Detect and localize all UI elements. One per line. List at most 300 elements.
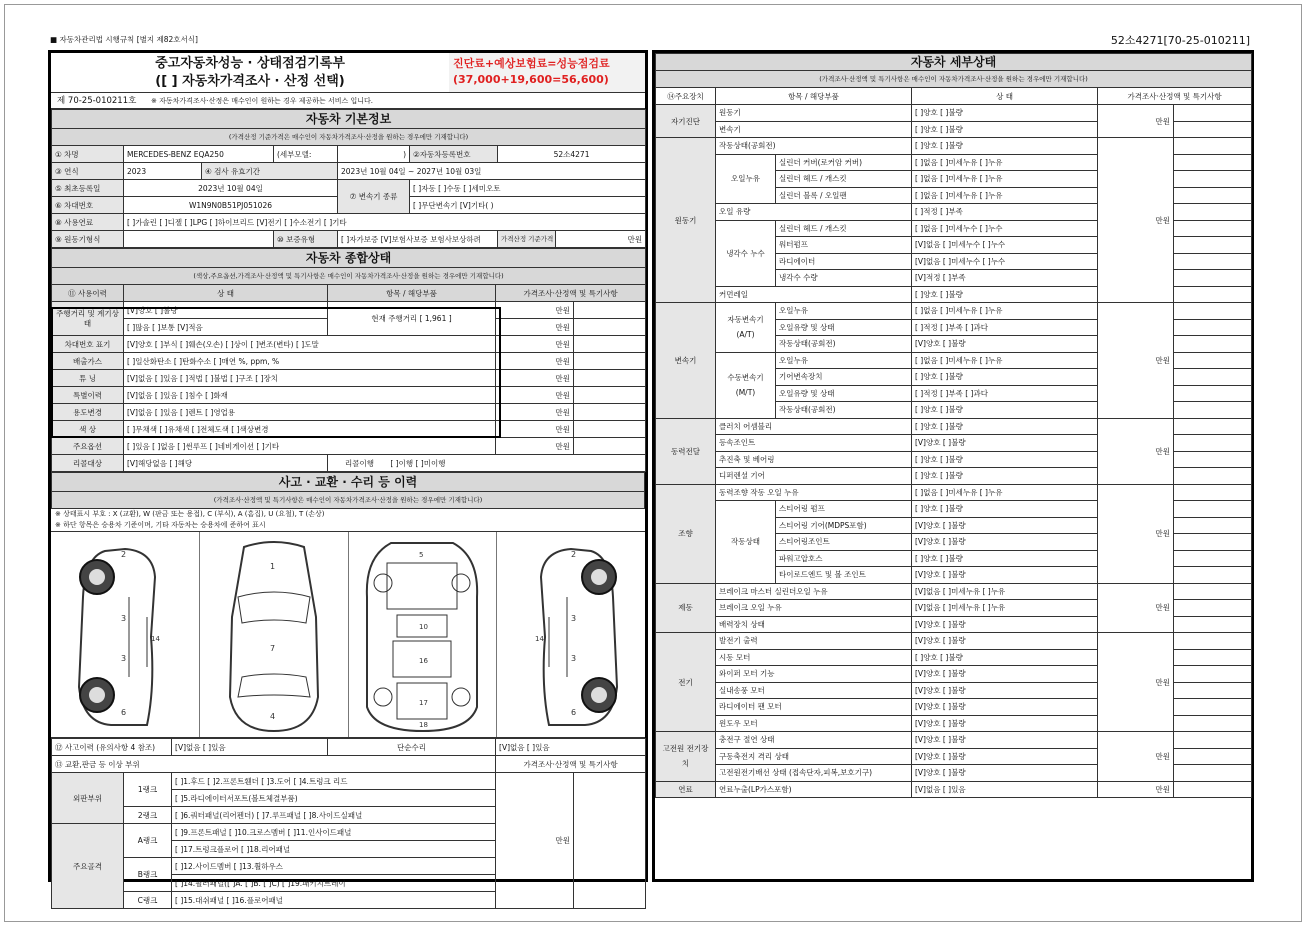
trans-options-1: [ ]자동 [ ]수동 [ ]세미오토 (410, 180, 646, 197)
mileage-note (574, 302, 646, 319)
rank1-items-a: [ ]1.후드 [ ]2.프론트휀더 [ ]3.도어 [ ]4.트렁크 리드 (172, 773, 496, 790)
detail-state: [ ]양호 [ ]불량 (912, 550, 1098, 567)
detail-unit: 만원 (1098, 781, 1174, 798)
first-reg-label: ⑤ 최초등록일 (52, 180, 124, 197)
svg-text:6: 6 (571, 707, 577, 717)
summary-row-label: 주요옵션 (52, 438, 124, 455)
detail-note (1174, 534, 1252, 551)
detail-item: 기어변속장치 (776, 369, 912, 386)
summary-row-note (574, 370, 646, 387)
car-name-value: MERCEDES-BENZ EQA250 (124, 146, 274, 163)
document-number-line (51, 93, 645, 109)
detail-note (1174, 550, 1252, 567)
summary-row-note (574, 421, 646, 438)
detail-state: [ ]양호 [ ]불량 (912, 402, 1098, 419)
detail-item: 작동상태(공회전) (776, 336, 912, 353)
motor-value (124, 231, 274, 248)
detail-note (1174, 154, 1252, 171)
summary-row-note (574, 336, 646, 353)
summary-row (52, 438, 646, 455)
warranty-label: ⑩ 보증유형 (274, 231, 338, 248)
rankC-label: C랭크 (124, 892, 172, 909)
detail-note (1174, 501, 1252, 518)
detail-note (1174, 451, 1252, 468)
detail-note (1174, 649, 1252, 666)
rankB-items-b: [ ]14.필러패널([ ]A. [ ]B. [ ]C) [ ]19.패키지트레이 (172, 875, 496, 892)
detail-note (1174, 402, 1252, 419)
detail-note (1174, 105, 1252, 122)
summary-head-price: 가격조사·산정액 및 특기사항 (496, 285, 646, 302)
form-title-block (51, 53, 645, 93)
car-name-label: ① 차명 (52, 146, 124, 163)
detail-item: 스티어링 펌프 (776, 501, 912, 518)
summary-head-state: 상 태 (124, 285, 328, 302)
exchange-unit: 만원 (496, 773, 574, 909)
detail-note (1174, 583, 1252, 600)
detail-item: 스티어링조인트 (776, 534, 912, 551)
detail-unit: 만원 (1098, 303, 1174, 419)
right-panel (652, 50, 1254, 882)
car-top-drawing (214, 537, 334, 733)
summary-row-note (574, 387, 646, 404)
detail-state: [V]없음 [ ]있음 (912, 781, 1098, 798)
summary-row-state: [ ]일산화탄소 [ ]탄화수소 [ ]매연 %, ppm, % (124, 353, 496, 370)
detail-note (1174, 435, 1252, 452)
summary-row-label: 차대번호 표기 (52, 336, 124, 353)
summary-table (51, 248, 646, 472)
summary-row-state: [V]없음 [ ]있음 [ ]적법 [ ]불법 [ ]구조 [ ]장치 (124, 370, 496, 387)
summary-row-state: [ ]있음 [ ]없음 [ ]썬루프 [ ]네비게이션 [ ]기타 (124, 438, 496, 455)
detail-note (1174, 484, 1252, 501)
detail-state: [ ]양호 [ ]불량 (912, 105, 1098, 122)
detail-state: [V]없음 [ ]미세누유 [ ]누유 (912, 600, 1098, 617)
detail-note (1174, 633, 1252, 650)
detail-head-state: 상 태 (912, 88, 1098, 105)
detail-state: [ ]양호 [ ]불량 (912, 121, 1098, 138)
summary-row-label: 배출가스 (52, 353, 124, 370)
detail-item: 오일유량 및 상태 (776, 385, 912, 402)
detail-note (1174, 303, 1252, 320)
detail-row (656, 732, 1252, 749)
detail-state: [V]양호 [ ]불량 (912, 435, 1098, 452)
detail-state: [V]양호 [ ]불량 (912, 682, 1098, 699)
detail-item: 파워고압호스 (776, 550, 912, 567)
detail-state: [ ]없음 [ ]미세누수 [ ]누수 (912, 220, 1098, 237)
detail-item: 오일 유량 (716, 204, 912, 221)
detail-state: [V]없음 [ ]미세누수 [ ]누수 (912, 237, 1098, 254)
summary-row-unit: 만원 (496, 336, 574, 353)
detail-unit: 만원 (1098, 418, 1174, 484)
detail-note (1174, 319, 1252, 336)
detail-note (1174, 418, 1252, 435)
summary-row-state: [V]없음 [ ]있음 [ ]침수 [ ]화재 (124, 387, 496, 404)
summary-row-label: 색 상 (52, 421, 124, 438)
summary-head-history: ⑪ 사용이력 (52, 285, 124, 302)
detail-state: [V]적정 [ ]부족 (912, 270, 1098, 287)
trans-options-2: [ ]무단변속기 [V]기타( ) (410, 197, 646, 214)
detail-item: 냉각수 수량 (776, 270, 912, 287)
fuel-label: ⑧ 사용연료 (52, 214, 124, 231)
fee-box (449, 53, 645, 92)
year-value: 2023 (124, 163, 202, 180)
detail-state: [ ]없음 [ ]미세누유 [ ]누유 (912, 352, 1098, 369)
summary-row-note (574, 404, 646, 421)
detail-note (1174, 352, 1252, 369)
detail-state: [V]양호 [ ]불량 (912, 765, 1098, 782)
detail-state: [ ]없음 [ ]미세누유 [ ]누유 (912, 154, 1098, 171)
detail-head-item: 항목 / 해당부품 (716, 88, 912, 105)
detail-group-1: 원동기 (656, 138, 716, 303)
detail-item: 라디에이터 팬 모터 (716, 699, 912, 716)
form-title-line2: ([ ] 자동차가격조사 · 산정 선택) (155, 74, 345, 89)
vin-value: W1N9N0B51PJ051026 (124, 197, 338, 214)
frame-label: 주요골격 (52, 824, 124, 909)
detail-item: 클러치 어셈블리 (716, 418, 912, 435)
svg-text:3: 3 (120, 613, 126, 623)
detail-state: [V]양호 [ ]불량 (912, 715, 1098, 732)
detail-item: 작동상태(공회전) (716, 138, 912, 155)
rankA-items-b: [ ]17.트렁크플로어 [ ]18.리어패널 (172, 841, 496, 858)
detail-item: 오일유량 및 상태 (776, 319, 912, 336)
exchange-price-head: 가격조사·산정액 및 특기사항 (496, 756, 646, 773)
rank1-label: 1랭크 (124, 773, 172, 807)
detail-group-2: 변속기 (656, 303, 716, 419)
detail-sub: (가격조사·산정액 및 특기사항은 매수인이 자동차가격조사·산정을 원하는 경우에만 기재합니다) (656, 71, 1252, 88)
detail-item: 스티어링 기어(MDPS포함) (776, 517, 912, 534)
detail-item: 등속조인트 (716, 435, 912, 452)
car-right-side-view (497, 532, 645, 737)
svg-text:16: 16 (419, 656, 429, 665)
first-reg-value: 2023년 10월 04일 (124, 180, 338, 197)
recall-state: [V]해당없음 [ ]해당 (124, 455, 328, 472)
detail-state: [ ]양호 [ ]불량 (912, 649, 1098, 666)
mileage-state-2: [ ]많음 [ ]보통 [V]적음 (124, 319, 328, 336)
accident-title: 사고 · 교환 · 수리 등 이력 (52, 473, 645, 492)
motor-label: ⑨ 원동기형식 (52, 231, 124, 248)
detail-state: [V]양호 [ ]불량 (912, 616, 1098, 633)
detail-note (1174, 517, 1252, 534)
detail-state: [V]양호 [ ]불량 (912, 748, 1098, 765)
detail-item: 라디에이터 (776, 253, 912, 270)
top-line (48, 32, 1252, 46)
detail-subgroup: 오일누유 (716, 154, 776, 204)
rank2-items: [ ]6.쿼터패널(리어펜더) [ ]7.루프패널 [ ]8.사이드실패널 (172, 807, 496, 824)
mileage-label: 주행거리 및 계기상태 (52, 302, 124, 336)
detail-group-7: 고전원 전기장치 (656, 732, 716, 782)
detail-item: 연료누출(LP가스포함) (716, 781, 912, 798)
detail-item: 동력조향 작동 오일 누유 (716, 484, 912, 501)
accident-sub: (가격조사·산정액 및 특기사항은 매수인이 자동차가격조사·산정을 원하는 경우에만 기재합니다) (52, 492, 645, 509)
detail-note (1174, 666, 1252, 683)
summary-row-label: 튜 닝 (52, 370, 124, 387)
svg-text:18: 18 (419, 720, 429, 729)
detail-group-4: 조향 (656, 484, 716, 583)
vehicle-reference: 52소4271[70-25-010211] (1110, 34, 1250, 47)
detail-group-6: 전기 (656, 633, 716, 732)
detail-note (1174, 204, 1252, 221)
summary-row (52, 421, 646, 438)
detail-group-5: 제동 (656, 583, 716, 633)
svg-text:3: 3 (120, 653, 126, 663)
detail-state: [V]양호 [ ]불량 (912, 699, 1098, 716)
summary-section (51, 248, 645, 472)
detail-note (1174, 781, 1252, 798)
detail-item: 충전구 절연 상태 (716, 732, 912, 749)
detail-note (1174, 682, 1252, 699)
detail-state: [V]양호 [ ]불량 (912, 633, 1098, 650)
rankB-label: B랭크 (124, 858, 172, 892)
summary-row-note (574, 353, 646, 370)
detail-state: [V]양호 [ ]불량 (912, 567, 1098, 584)
detail-item: 실린더 헤드 / 개스킷 (776, 171, 912, 188)
price-label: 가격산정 기준가격 (498, 231, 556, 248)
document-note: ※ 자동차가격조사·산정은 매수인이 원하는 경우 제공하는 서비스 입니다. (151, 97, 374, 105)
exchange-note (574, 773, 646, 909)
summary-row-label: 용도변경 (52, 404, 124, 421)
summary-row-state: [V]없음 [ ]있음 [ ]렌트 [ ]영업용 (124, 404, 496, 421)
detail-note (1174, 220, 1252, 237)
basic-info-title: 자동차 기본정보 (52, 110, 646, 129)
detail-note (1174, 171, 1252, 188)
detail-note (1174, 336, 1252, 353)
fee-formula: 진단료+예상보험료=성능점검료 (453, 57, 610, 70)
detail-row (656, 418, 1252, 435)
detail-state: [V]양호 [ ]불량 (912, 534, 1098, 551)
accident-notes (51, 509, 645, 532)
detail-note (1174, 600, 1252, 617)
detail-head-price: 가격조사·산정액 및 특기사항 (1098, 88, 1252, 105)
document-number: 제 70-25-010211호 (57, 96, 137, 106)
accident-note-2: ※ 하단 항목은 승용차 기준이며, 기타 자동차는 승용차에 준하여 표시 (55, 521, 266, 529)
summary-title: 자동차 종합상태 (52, 249, 646, 268)
detail-subgroup: 냉각수 누수 (716, 220, 776, 286)
svg-text:7: 7 (269, 643, 275, 653)
detail-note (1174, 138, 1252, 155)
reg-no-label: ②자동차등록번호 (410, 146, 498, 163)
detail-unit: 만원 (1098, 138, 1174, 303)
svg-text:3: 3 (571, 613, 577, 623)
detail-subgroup: 자동변속기 (A/T) (716, 303, 776, 353)
detail-item: 시동 모터 (716, 649, 912, 666)
mileage-unit: 만원 (496, 302, 574, 319)
svg-text:4: 4 (269, 711, 275, 721)
detail-item: 브레이크 마스터 실린더오일 누유 (716, 583, 912, 600)
detail-note (1174, 765, 1252, 782)
detail-row (656, 303, 1252, 320)
detail-item: 디퍼렌셜 기어 (716, 468, 912, 485)
detail-item: 고전원전기배선 상태 (접속단자,피복,보호기구) (716, 765, 912, 782)
mileage-item: 현재 주행거리 [ 1,961 ] (328, 302, 496, 336)
car-frame-drawing (357, 537, 487, 733)
summary-row-state: [V]양호 [ ]부식 [ ]훼손(오손) [ ]상이 [ ]변조(변타) [ ]도말 (124, 336, 496, 353)
rankA-items-a: [ ]9.프론트패널 [ ]10.크로스멤버 [ ]11.인사이드패널 (172, 824, 496, 841)
detail-item: 실내송풍 모터 (716, 682, 912, 699)
summary-row (52, 387, 646, 404)
detail-row (656, 138, 1252, 155)
summary-row-note (574, 438, 646, 455)
summary-row-unit: 만원 (496, 353, 574, 370)
detail-state: [V]양호 [ ]불량 (912, 666, 1098, 683)
accident-history-label: ⑫ 사고이력 (유의사항 4 참조) (52, 739, 172, 756)
detail-unit: 만원 (1098, 633, 1174, 732)
detail-row (656, 633, 1252, 650)
svg-text:1: 1 (269, 561, 275, 571)
detail-state: [V]양호 [ ]불량 (912, 517, 1098, 534)
detail-row (656, 781, 1252, 798)
svg-text:5: 5 (419, 550, 424, 559)
recall-item-label: 리콜이행 (345, 458, 374, 468)
mileage-note-2 (574, 319, 646, 336)
detail-state: [V]없음 [ ]미세누유 [ ]누유 (912, 583, 1098, 600)
detail-state: [ ]양호 [ ]불량 (912, 501, 1098, 518)
detail-item: 실린더 헤드 / 개스킷 (776, 220, 912, 237)
fee-values: (37,000+19,600=56,600) (453, 73, 609, 86)
svg-text:14: 14 (535, 634, 545, 643)
car-frame-view (349, 532, 498, 737)
detail-unit: 만원 (1098, 583, 1174, 633)
recall-label: 리콜대상 (52, 455, 124, 472)
detail-item: 타이로드엔드 및 볼 조인트 (776, 567, 912, 584)
recall-item-cell (328, 455, 646, 472)
detail-item: 오일누유 (776, 352, 912, 369)
detail-item: 구동축전지 격리 상태 (716, 748, 912, 765)
detail-note (1174, 270, 1252, 287)
warranty-options: [ ]자가보증 [V]보험사보증 보험사보상하려 (338, 231, 498, 248)
accident-history-state: [V]없음 [ ]있음 (172, 739, 328, 756)
accident-table (51, 738, 646, 909)
detail-state: [ ]양호 [ ]불량 (912, 138, 1098, 155)
simple-repair-label: 단순수리 (328, 739, 496, 756)
car-left-side-drawing (55, 537, 195, 733)
detail-state: [V]양호 [ ]불량 (912, 732, 1098, 749)
outer-panel-label: 외판부위 (52, 773, 124, 824)
vin-label: ⑥ 차대번호 (52, 197, 124, 214)
svg-text:3: 3 (571, 653, 577, 663)
summary-row-unit: 만원 (496, 421, 574, 438)
basic-info-table (51, 109, 646, 248)
detail-item: 작동상태(공회전) (776, 402, 912, 419)
detail-item: 커먼레일 (716, 286, 912, 303)
detail-item: 배력장치 상태 (716, 616, 912, 633)
summary-row (52, 404, 646, 421)
detail-title: 자동차 세부상태 (656, 54, 1252, 71)
detail-note (1174, 699, 1252, 716)
detail-state: [V]없음 [ ]미세누수 [ ]누수 (912, 253, 1098, 270)
detail-item: 오일누유 (776, 303, 912, 320)
summary-row-unit: 만원 (496, 404, 574, 421)
detail-table (655, 53, 1252, 798)
detail-unit: 만원 (1098, 484, 1174, 583)
summary-row (52, 353, 646, 370)
rankB-items-a: [ ]12.사이드멤버 [ ]13.휠하우스 (172, 858, 496, 875)
detail-note (1174, 616, 1252, 633)
detail-group-0: 자기진단 (656, 105, 716, 138)
detail-head-device: ⑭주요장치 (656, 88, 716, 105)
summary-head-item: 항목 / 해당부품 (328, 285, 496, 302)
detail-state: [ ]적정 [ ]부족 (912, 204, 1098, 221)
detail-state: [ ]양호 [ ]불량 (912, 369, 1098, 386)
fuel-options: [ ]가솔린 [ ]디젤 [ ]LPG [ ]하이브리드 [V]전기 [ ]수소전기 [ ]기타 (124, 214, 646, 231)
accident-header-table (51, 472, 645, 509)
basic-info-sub: (가격산정 기준가격은 매수인이 자동차가격조사·산정을 원하는 경우에만 기재합니다) (52, 129, 646, 146)
svg-text:14: 14 (150, 634, 160, 643)
detail-unit: 만원 (1098, 105, 1174, 138)
left-panel (48, 50, 648, 905)
detail-state: [ ]적정 [ ]부족 [ ]과다 (912, 385, 1098, 402)
detail-state: [ ]양호 [ ]불량 (912, 451, 1098, 468)
detail-state: [ ]양호 [ ]불량 (912, 468, 1098, 485)
svg-text:2: 2 (571, 549, 577, 559)
detail-state: [ ]없음 [ ]미세누유 [ ]누유 (912, 171, 1098, 188)
detail-item: 변속기 (716, 121, 912, 138)
rankA-label: A랭크 (124, 824, 172, 858)
detail-note (1174, 237, 1252, 254)
summary-row (52, 336, 646, 353)
simple-repair-state: [V]없음 [ ]있음 (496, 739, 646, 756)
detail-item: 윈도우 모터 (716, 715, 912, 732)
inspect-period: 2023년 10월 04일 ~ 2027년 10월 03일 (338, 163, 646, 180)
detail-state: [ ]양호 [ ]불량 (912, 418, 1098, 435)
summary-row-label: 특별이력 (52, 387, 124, 404)
detail-group-8: 연료 (656, 781, 716, 798)
detail-row (656, 484, 1252, 501)
summary-sub: (색상,주요옵션,가격조사·산정액 및 특기사항은 매수인이 자동차가격조사·산정을 원하는 경우에만 기재합니다) (52, 268, 646, 285)
detail-row (656, 583, 1252, 600)
detail-state: [ ]적정 [ ]부족 [ ]과다 (912, 319, 1098, 336)
detail-note (1174, 121, 1252, 138)
car-right-side-drawing (501, 537, 641, 733)
summary-row-unit: 만원 (496, 387, 574, 404)
reg-no-value: 52소4271 (498, 146, 646, 163)
detail-item: 실린더 커버(로커암 커버) (776, 154, 912, 171)
trans-label: ⑦ 변속기 종류 (338, 180, 410, 214)
detail-state: [ ]양호 [ ]불량 (912, 286, 1098, 303)
mileage-state-1: [V]양호 [ ]불량 (124, 302, 328, 319)
svg-text:17: 17 (419, 698, 429, 707)
svg-text:6: 6 (120, 707, 126, 717)
price-unit: 만원 (556, 231, 646, 248)
detail-note (1174, 286, 1252, 303)
car-diagram (51, 532, 645, 738)
summary-row-unit: 만원 (496, 438, 574, 455)
mileage-unit-2: 만원 (496, 319, 574, 336)
inspect-label: ④ 검사 유효기간 (202, 163, 338, 180)
detail-item: 추진축 및 베어링 (716, 451, 912, 468)
detail-model-label: (세부모델: (274, 146, 338, 163)
form-title (51, 53, 449, 92)
detail-note (1174, 468, 1252, 485)
detail-row (656, 105, 1252, 122)
detail-item: 발전기 출력 (716, 633, 912, 650)
recall-item-state: [ ]이행 [ ]미이행 (390, 458, 446, 468)
detail-state: [V]양호 [ ]불량 (912, 336, 1098, 353)
accident-note-1: ※ 상태표시 부호 : X (교환), W (판금 또는 용접), C (부식), A (흠집), U (요철), T (손상) (55, 510, 325, 518)
car-left-side-view (51, 532, 200, 737)
detail-note (1174, 748, 1252, 765)
detail-note (1174, 253, 1252, 270)
detail-note (1174, 567, 1252, 584)
detail-state: [ ]없음 [ ]미세누유 [ ]누유 (912, 187, 1098, 204)
rank2-label: 2랭크 (124, 807, 172, 824)
detail-model-close: ) (338, 146, 410, 163)
detail-item: 브레이크 오일 누유 (716, 600, 912, 617)
detail-state: [ ]없음 [ ]미세누유 [ ]누유 (912, 303, 1098, 320)
detail-item: 실린더 블록 / 오일팬 (776, 187, 912, 204)
detail-item: 원동기 (716, 105, 912, 122)
detail-subgroup: 작동상태 (716, 501, 776, 584)
detail-item: 와이퍼 모터 기능 (716, 666, 912, 683)
detail-note (1174, 715, 1252, 732)
